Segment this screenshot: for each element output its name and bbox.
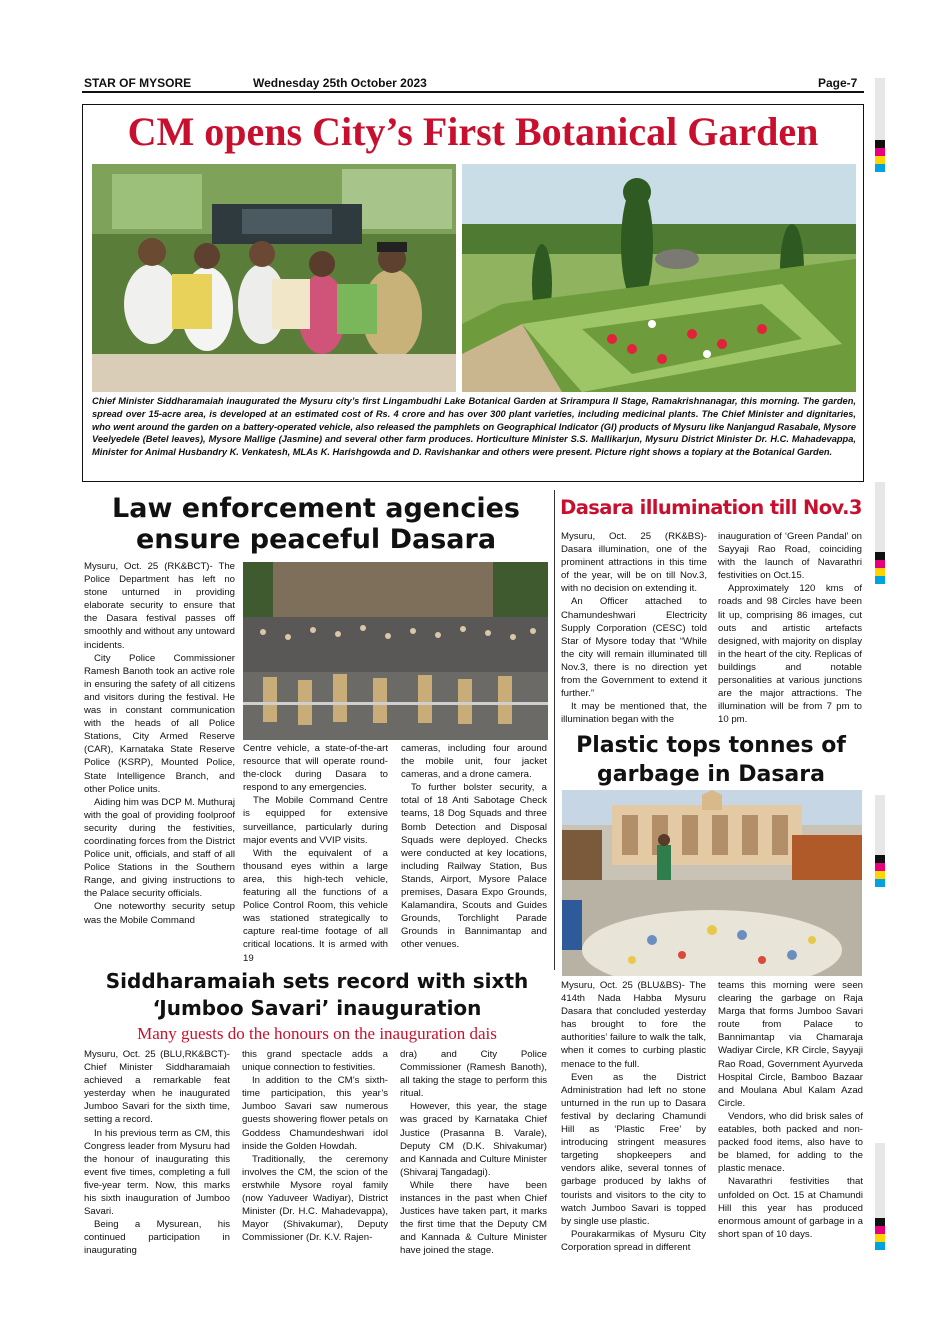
plastic-paragraph: Navarathri festivities that unfolded on Oct. 15 at Chamundi Hill this year has produced enormous amount of garbage in a short span of 10 days. <box>718 1176 863 1240</box>
law-headline-line2: ensure peaceful Dasara <box>135 524 497 555</box>
law-paragraph: With the equivalent of a thousand eyes within a large area, this high-tech vehicle, featuring all the functions of a Police Control Room, this vehicle was stationed strategically to capture real-time footage of all critical locations. It is armed with 19 <box>243 847 388 964</box>
law-col-3 <box>401 742 547 952</box>
law-paragraph: Centre vehicle, a state-of-the-art resource that will operate round-the-clock during Dasara to respond to any emergencies. <box>243 743 388 794</box>
law-paragraph: Mysuru, Oct. 25 (RK&BCT)- The Police Department has left no stone unturned in providing elaborate security to ensure that the Dasara festival passes off smoothly and without any untoward incidents. <box>84 561 235 651</box>
column-divider <box>554 490 555 970</box>
illumination-col-2 <box>718 530 862 726</box>
jumboo-paragraph: In his previous term as CM, this Congress leader from Mysuru had the honour of inaugurating this event five times, completing a full five-year term. Now, this marks his sixth inauguration of Jumboo Savari. <box>84 1127 230 1218</box>
illumination-paragraph: An Officer attached to Chamundeshwari Electricity Supply Corporation (CESC) told Star of Mysore today that “While the city will remain illuminated till Nov.3, there is no direction yet from the Government to extend it further.” <box>561 596 707 700</box>
plastic-paragraph: Pourakarmikas of Mysuru City Corporation spread in different <box>561 1228 706 1253</box>
illumination-headline: Dasara illumination till Nov.3 <box>560 496 862 519</box>
registration-strip-lower <box>875 795 885 887</box>
plastic-paragraph: Vendors, who did brisk sales of eatables, both packed and non-packed food items, also have to be blamed, for adding to the plastic menace. <box>718 1110 863 1175</box>
jumboo-headline-line2: ‘Jumboo Savari’ inauguration <box>152 996 482 1020</box>
jumboo-col-2 <box>242 1048 388 1244</box>
jumboo-paragraph: Traditionally, the ceremony involves the CM, the scion of the erstwhile Mysore royal family (now Yaduveer Wadiyar), District Minister (Dr. H.C. Mahadevappa), Mayor (Shivakumar), Deputy Commissioner (Dr. K.V. Rajen- <box>242 1153 388 1244</box>
illumination-paragraph: It may be mentioned that, the illumination began with the <box>561 701 707 726</box>
jumboo-paragraph: dra) and City Police Commissioner (Ramesh Banoth), all taking the stage to perform this ritual. <box>400 1049 547 1100</box>
issue-date: Wednesday 25th October 2023 <box>253 76 427 90</box>
law-paragraph: To further bolster security, a total of 18 Anti Sabotage Check teams, 18 Dog Squads and three Bomb Detection and Disposal Squads were deployed. Checks were conducted at key locations, including Railway Station, Bus Stands, Airport, Mysore Palace premises, Dasara Expo Grounds, Kalamandira, Scouts and Guides Grounds, Torchlight Parade Grounds in Bannimantap and other venues. <box>401 782 547 951</box>
plastic-paragraph: Even as the District Administration had left no stone unturned in the run up to Dasara festival by declaring Chamundi Hill as ‘Plastic Free’ by introducing stringent measures targeting shopkeepers and vendors alike, several tonnes of garbage produced by lakhs of tourists and visitors to the city to watch Jumboo Savari is topped by single use plastic. <box>561 1071 706 1227</box>
jumboo-paragraph: Being a Mysurean, his continued participation in inaugurating <box>84 1219 230 1257</box>
registration-strip-mid <box>875 482 885 584</box>
law-paragraph: The Mobile Command Centre is equipped for extensive surveillance, particularly during major events and VVIP visits. <box>243 795 388 846</box>
jumboo-col-3 <box>400 1048 547 1258</box>
page-number: Page-7 <box>818 76 858 90</box>
jumboo-paragraph: In addition to the CM’s sixth-time participation, this year’s Jumboo Savari saw numerous guests showering flower petals on Goddess Chamundeshwari idol inside the Golden Howdah. <box>242 1075 388 1152</box>
jumboo-headline <box>82 968 552 1022</box>
header-rule <box>82 91 864 93</box>
jumboo-subhead: Many guests do the honours on the inauguration dais <box>137 1024 497 1043</box>
plastic-headline-line1: Plastic tops tonnes of <box>576 733 846 758</box>
plastic-headline <box>560 731 862 789</box>
law-col-1 <box>84 560 235 927</box>
cm-inauguration-photo <box>92 164 456 392</box>
law-headline <box>82 493 550 555</box>
top-story-caption: Chief Minister Siddharamaiah inaugurated the Mysuru city’s first Lingambudhi Lake Botanical Garden at Srirampura II Stage, Ramakrishnanagar, this morning. The garden, spread over 15-acre area, is developed at an estimated cost of Rs. 4 crore and has over 300 plant varieties, including medicinal plants. The Chief Minister and dignitaries, who went around the garden on a battery-operated vehicle, also released the pamphlets on Geographical Indicator (GI) products of Mysuru like Nanjangud Rasabale, Mysore Veelyedele (Betel leaves), Mysore Mallige (Jasmine) and several other farm produces. Horticulture Minister S.S. Mallikarjun, Mysuru District Minister Dr. H.C. Mahadevappa, Minister for Animal Husbandry K. Venkatesh, MLAs K. Harishgowda and D. Ravishankar and others were present. Picture right shows a topiary at the Botanical Garden. <box>92 396 856 458</box>
illumination-paragraph: Approximately 120 kms of roads and 98 Circles have been lit up, comprising 86 images, cut outs and artistic artefacts designed, with majority on display in the heart of the city. Replicas of buildings and notable personalities at various junctions are the major attractions. The illumination will be from 7 pm to 10 pm. <box>718 583 862 726</box>
jumboo-paragraph: However, this year, the stage was graced by Karnataka Chief Justice (Prasanna B. Varale), Deputy CM (D.K. Shivakumar) and Kannada and Culture Minister (Shivaraj Tangadagi). <box>400 1101 547 1178</box>
plastic-garbage-photo <box>562 790 862 976</box>
jumboo-paragraph: While there have been instances in the past when Chief Justices have taken part, it marks the first time that the Deputy CM and Kannada & Culture Minister have joined the stage. <box>400 1179 547 1257</box>
law-col-2 <box>243 742 388 965</box>
newspaper-name: STAR OF MYSORE <box>84 76 192 90</box>
jumboo-headline-line1: Siddharamaiah sets record with sixth <box>105 969 529 993</box>
jumboo-paragraph: this grand spectacle adds a unique connection to festivities. <box>242 1049 388 1074</box>
jumboo-paragraph: Mysuru, Oct. 25 (BLU,RK&BCT)- Chief Minister Siddharamaiah achieved a remarkable feat yesterday when he inaugurated Jumboo Savari for the sixth time, setting a record. <box>84 1049 230 1126</box>
plastic-col-1 <box>561 979 706 1254</box>
dasara-crowd-photo <box>243 562 548 740</box>
plastic-paragraph: teams this morning were seen clearing the garbage on Raja Marga that forms Jumboo Savari route from Palace to Bannimantap via Chamaraja Wadiyar Circle, KR Circle, Sayyaji Rao Road, Government Ayurveda Hospital Circle, Bamboo Bazaar and Moulana Abul Kalam Azad Circle. <box>718 980 863 1109</box>
registration-strip-top <box>875 78 885 172</box>
plastic-col-2 <box>718 979 863 1241</box>
law-paragraph: One noteworthy security setup was the Mobile Command <box>84 901 235 926</box>
illumination-paragraph: Mysuru, Oct. 25 (RK&BS)- Dasara illumination, one of the prominent attractions in this time of the year, will be on till Nov.3, with no decision on extending it. <box>561 531 707 595</box>
law-paragraph: Aiding him was DCP M. Muthuraj with the goal of providing foolproof security during the festivities, coordinating forces from the District Police unit, officials, and staff of all Police Stations in the Southern Range, and giving instructions to the Palace security officials. <box>84 796 235 900</box>
law-headline-line1: Law enforcement agencies <box>112 493 520 524</box>
plastic-headline-line2: garbage in Dasara <box>597 762 825 787</box>
registration-strip-bottom <box>875 1143 885 1250</box>
illumination-col-1 <box>561 530 707 726</box>
topiary-garden-photo <box>462 164 856 392</box>
law-paragraph: City Police Commissioner Ramesh Banoth took an active role in ensuring the safety of all citizens and visitors during the festival. He was in constant communication with the heads of all Police Stations, City Armed Reserve (CAR), Karnataka State Reserve Police (KSRP), Mounted Police, State Intelligence Branch, and other Police units. <box>84 652 235 795</box>
top-headline: CM opens City’s First Botanical Garden <box>127 109 819 154</box>
illumination-paragraph: inauguration of ‘Green Pandal’ on Sayyaji Rao Road, coinciding with the launch of Navarathri festivities on Oct.15. <box>718 531 862 582</box>
law-paragraph: cameras, including four around the mobile unit, four jacket cameras, and a drone camera. <box>401 743 547 781</box>
plastic-paragraph: Mysuru, Oct. 25 (BLU&BS)- The 414th Nada Habba Mysuru Dasara that concluded yesterday has brought to fore the authorities’ failure to walk the talk, when it comes to curbing plastic menace to the full. <box>561 980 706 1070</box>
jumboo-col-1 <box>84 1048 230 1258</box>
